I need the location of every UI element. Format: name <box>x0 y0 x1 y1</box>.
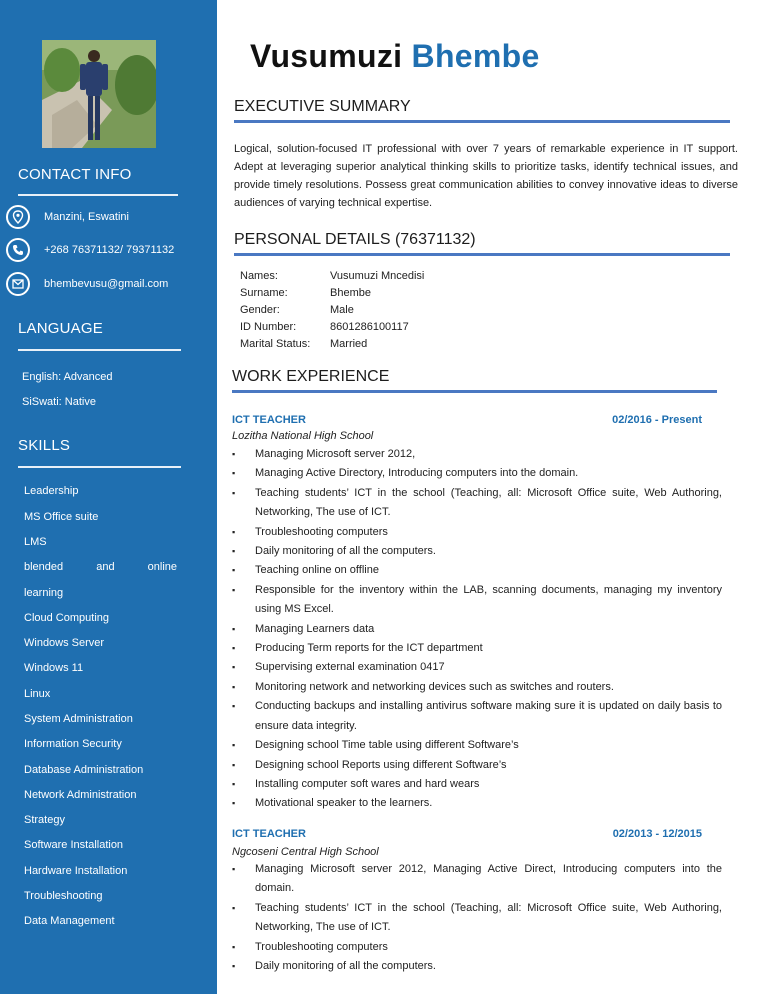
list-item: ▪ Daily monitoring of all the computers. <box>232 542 722 561</box>
skill-item: Network Administration <box>24 789 137 801</box>
detail-row <box>240 302 424 319</box>
contact-email <box>6 271 168 297</box>
detail-row <box>240 268 424 285</box>
summary-divider <box>234 120 730 123</box>
detail-label: Marital Status: <box>240 338 311 350</box>
skill-item: Linux <box>24 688 51 700</box>
skill-item: learning <box>24 587 64 599</box>
skill-item: Information Security <box>24 738 122 750</box>
job-header <box>232 414 702 426</box>
personal-divider <box>234 253 730 256</box>
summary-heading: EXECUTIVE SUMMARY <box>234 98 411 115</box>
list-item: ▪ Troubleshooting computers <box>232 938 722 957</box>
skill-item: Software Installation <box>24 839 124 851</box>
job-dates: 02/2013 - 12/2015 <box>612 828 702 840</box>
candidate-name <box>250 38 540 75</box>
skills-heading: SKILLS <box>18 437 71 454</box>
list-item: ▪ Managing Learners data <box>232 620 722 639</box>
list-item: ▪ Managing Microsoft server 2012, <box>232 445 722 464</box>
detail-label: Names: <box>240 270 278 282</box>
profile-photo-image <box>42 40 156 148</box>
contact-divider <box>18 194 178 196</box>
detail-row <box>240 285 424 302</box>
detail-value: Bhembe <box>330 287 371 299</box>
list-item: ▪ Teaching online on offline <box>232 561 722 580</box>
skill-item: Leadership <box>24 485 79 497</box>
contact-phone <box>6 237 174 263</box>
list-item: ▪ Monitoring network and networking devices such as switches and routers. <box>232 678 722 697</box>
job-organization: Lozitha National High School <box>232 430 374 442</box>
sidebar <box>0 0 217 994</box>
list-item: ▪ Teaching students’ ICT in the school (Teaching, all: Microsoft Office suite, Web Authoring, Networking, The use of ICT. <box>232 899 722 938</box>
personal-details <box>240 268 424 353</box>
list-item: ▪ Producing Term reports for the ICT department <box>232 639 722 658</box>
language-heading: LANGUAGE <box>18 320 103 337</box>
list-item: ▪ Supervising external examination 0417 <box>232 658 722 677</box>
last-name: Bhembe <box>411 38 540 74</box>
contact-email-text[interactable]: bhembevusu@gmail.com <box>44 278 169 290</box>
detail-value: 8601286100117 <box>330 321 409 333</box>
skill-item: LMS <box>24 536 47 548</box>
list-item: ▪ Responsible for the inventory within the LAB, scanning documents, managing my inventory using MS Excel. <box>232 581 722 620</box>
list-item: ▪ Designing school Time table using different Software’s <box>232 736 722 755</box>
skill-item: Hardware Installation <box>24 865 128 877</box>
list-item: ▪ Motivational speaker to the learners. <box>232 794 722 813</box>
skill-item: Strategy <box>24 814 65 826</box>
skill-item: Windows 11 <box>24 662 84 674</box>
language-divider <box>18 349 181 351</box>
list-item: ▪ Teaching students’ ICT in the school (Teaching, all: Microsoft Office suite, Web Authoring, Networking, The use of ICT. <box>232 484 722 523</box>
language-english: English: Advanced <box>22 371 113 383</box>
skill-item: MS Office suite <box>24 511 99 523</box>
skill-word: and <box>96 561 115 573</box>
list-item: ▪ Installing computer soft wares and hard wears <box>232 775 722 794</box>
skill-item: Windows Server <box>24 637 105 649</box>
contact-location-text: Manzini, Eswatini <box>44 211 129 223</box>
detail-label: Gender: <box>240 304 280 316</box>
job-organization: Ngcoseni Central High School <box>232 846 379 858</box>
personal-heading: PERSONAL DETAILS (76371132) <box>234 231 476 248</box>
skill-item: System Administration <box>24 713 133 725</box>
language-siswati: SiSwati: Native <box>22 396 96 408</box>
location-pin-icon <box>6 205 30 229</box>
detail-value: Vusumuzi Mncedisi <box>330 270 425 282</box>
job-title: ICT TEACHER <box>232 828 306 840</box>
contact-phone-text: +268 76371132/ 79371132 <box>44 244 175 256</box>
job-header <box>232 828 702 840</box>
job-duties-list <box>232 860 722 976</box>
detail-label: ID Number: <box>240 321 297 333</box>
skill-word: blended <box>24 561 64 573</box>
work-heading: WORK EXPERIENCE <box>232 368 390 385</box>
contact-location <box>6 204 129 230</box>
email-icon <box>6 272 30 296</box>
detail-row <box>240 319 424 336</box>
list-item: ▪ Conducting backups and installing antivirus software making sure it is updated on daily basis to ensure data integrity. <box>232 697 722 736</box>
detail-value: Married <box>330 338 368 350</box>
list-item: ▪ Managing Microsoft server 2012, Managing Active Direct, Introducing computers into the domain. <box>232 860 722 899</box>
list-item: ▪ Troubleshooting computers <box>232 523 722 542</box>
skill-item <box>24 561 177 573</box>
profile-photo <box>42 40 156 148</box>
skills-divider <box>18 466 181 468</box>
list-item: ▪ Managing Active Directory, Introducing computers into the domain. <box>232 464 722 483</box>
skill-item: Data Management <box>24 915 115 927</box>
job-dates: 02/2016 - Present <box>612 414 702 426</box>
skill-item: Cloud Computing <box>24 612 109 624</box>
list-item: ▪ Designing school Reports using different Software’s <box>232 756 722 775</box>
summary-text: Logical, solution-focused IT professional with over 7 years of remarkable experience in IT support. Adept at leveraging superior analytical thinking skills to prioritize tasks, identify technical issues, and provide timely resolutions. Possess great communication abilities to convey innovative ideas to diverse audiences of varying technical expertise. <box>234 143 738 209</box>
skill-word: online <box>147 561 177 573</box>
phone-icon <box>6 238 30 262</box>
work-divider <box>232 390 717 393</box>
skill-item: Troubleshooting <box>24 890 103 902</box>
detail-row <box>240 336 424 353</box>
detail-value: Male <box>330 304 354 316</box>
job-title: ICT TEACHER <box>232 414 306 426</box>
first-name: Vusumuzi <box>250 38 403 74</box>
contact-heading: CONTACT INFO <box>18 166 132 183</box>
detail-label: Surname: <box>240 287 288 299</box>
job-duties-list <box>232 445 722 814</box>
skill-item: Database Administration <box>24 764 144 776</box>
list-item: ▪ Daily monitoring of all the computers. <box>232 957 722 976</box>
